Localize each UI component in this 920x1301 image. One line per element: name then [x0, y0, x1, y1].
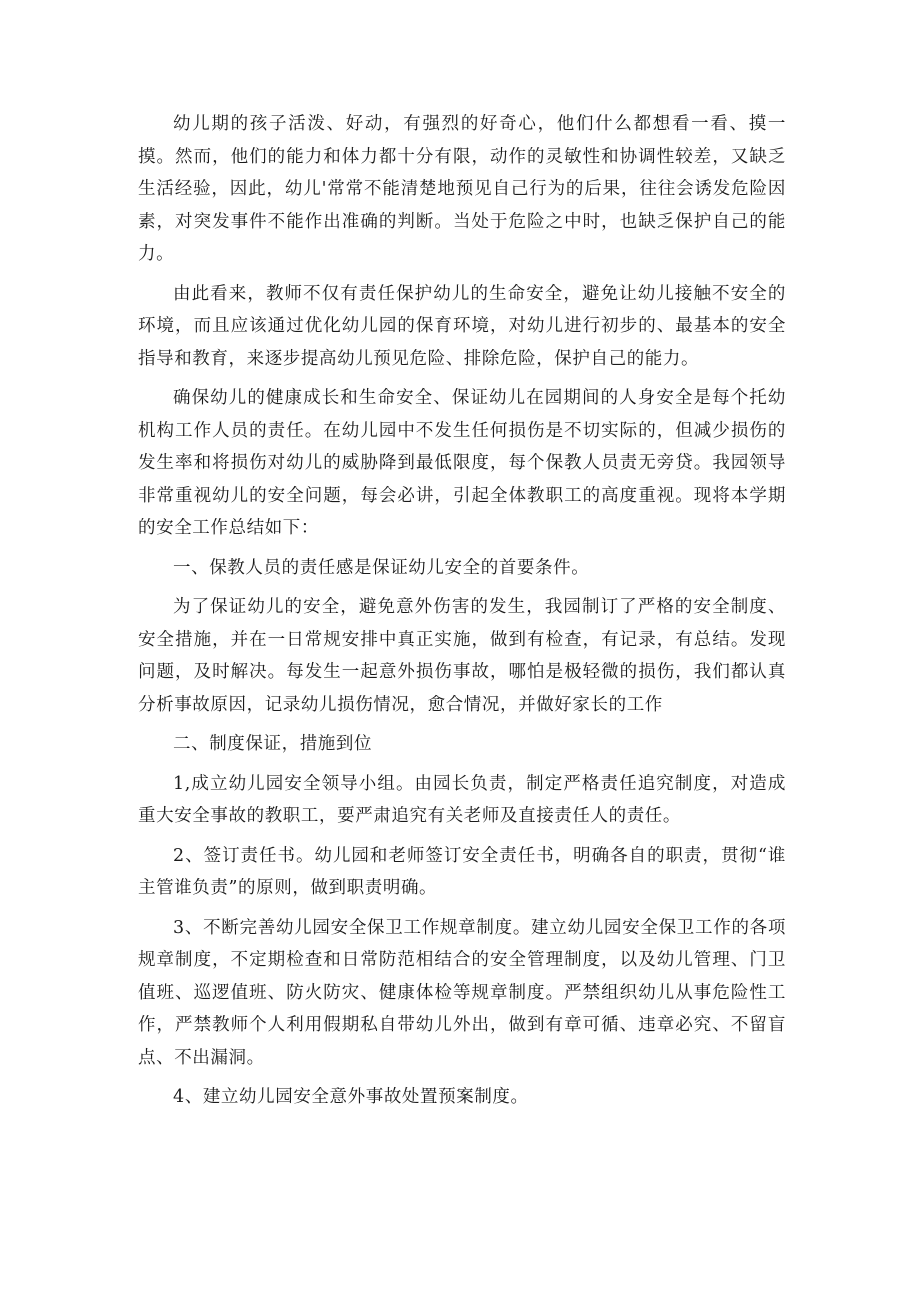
- document-page: [138, 108, 786, 1121]
- heading-section-two: 二、制度保证，措施到位: [173, 734, 373, 754]
- list-item-4: 4、建立幼儿园安全意外事故处置预案制度。: [173, 1087, 529, 1107]
- list-item-1: 1,成立幼儿园安全领导小组。由园长负责，制定严格责任追究制度，对造成重大安全事故的教职工，要严肃追究有关老师及直接责任人的责任。: [138, 773, 786, 826]
- paragraph-teacher-responsibility: 由此看来，教师不仅有责任保护幼儿的生命安全，避免让幼儿接触不安全的环境，而且应该通过优化幼儿园的保育环境，对幼儿进行初步的、最基本的安全指导和教育，来逐步提高幼儿预见危险、排除危险，保护自己的能力。: [138, 283, 786, 369]
- paragraph-safety-measures: 为了保证幼儿的安全，避免意外伤害的发生，我园制订了严格的安全制度、安全措施，并在一日常规安排中真正实施，做到有检查，有记录，有总结。发现问题，及时解决。每发生一起意外损伤事故，哪怕是极轻微的损伤，我们都认真分析事故原因，记录幼儿损伤情况，愈合情况，并做好家长的工作: [138, 597, 786, 715]
- paragraph-intro: 幼儿期的孩子活泼、好动，有强烈的好奇心，他们什么都想看一看、摸一摸。然而，他们的能力和体力都十分有限，动作的灵敏性和协调性较差，又缺乏生活经验，因此，幼儿'常常不能清楚地预见自己行为的后果，往往会诱发危险因素，对突发事件不能作出准确的判断。当处于危险之中时，也缺乏保护自己的能力。: [138, 114, 786, 264]
- heading-section-one: 一、保教人员的责任感是保证幼儿安全的首要条件。: [173, 557, 590, 578]
- paragraph-safety-summary: 确保幼儿的健康成长和生命安全、保证幼儿在园期间的人身安全是每个托幼机构工作人员的责任。在幼儿园中不发生任何损伤是不切实际的，但减少损伤的发生率和将损伤对幼儿的威胁降到最低限度，每个保教人员责无旁贷。我园领导非常重视幼儿的安全问题，每会必讲，引起全体教职工的高度重视。现将本学期的安全工作总结如下：: [138, 388, 786, 538]
- list-item-3: 3、不断完善幼儿园安全保卫工作规章制度。建立幼儿园安全保卫工作的各项规章制度，不定期检查和日常防范相结合的安全管理制度，以及幼儿管理、门卫值班、巡逻值班、防火防灾、健康体检等规章制度。严禁组织幼儿从事危险性工作，严禁教师个人利用假期私自带幼儿外出，做到有章可循、违章必究、不留盲点、不出漏洞。: [138, 917, 786, 1068]
- list-item-2: 2、签订责任书。幼儿园和老师签订安全责任书，明确各自的职责，贯彻“谁主管谁负责”的原则，做到职责明确。: [138, 845, 786, 898]
